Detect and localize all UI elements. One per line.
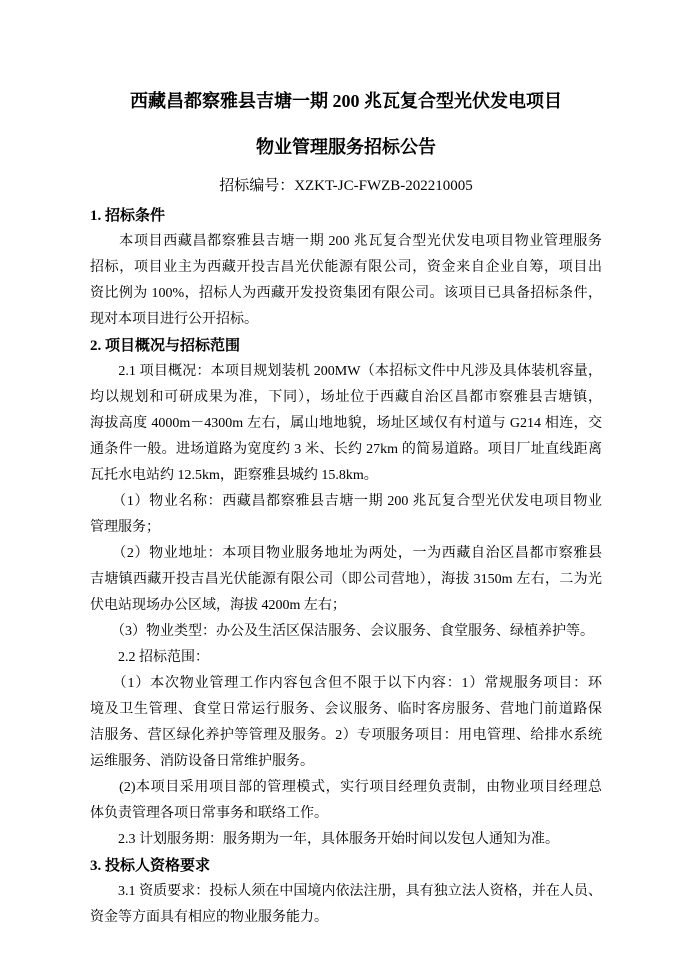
paragraph-line: 均以规划和可研成果为准，下同），场址位于西藏自治区昌都市察雅县吉塘镇， xyxy=(90,390,602,405)
paragraph-line: 2.3 计划服务期：服务期为一年，具体服务开始时间以发包人通知为准。 xyxy=(90,832,559,847)
paragraph xyxy=(90,645,602,671)
paragraph-line: 资金等方面具有相应的物业服务能力。 xyxy=(90,910,328,925)
paragraph-line: （3）物业类型：办公及生活区保洁服务、会议服务、食堂服务、绿植养护等。 xyxy=(90,624,594,639)
document-title-line-2: 物业管理服务招标公告 xyxy=(256,137,436,157)
paragraph-line: 洁服务、营区绿化养护等管理及服务。2）专项服务项目：用电管理、给排水系统 xyxy=(90,728,602,743)
paragraph-line: 体负责管理各项日常事务和联络工作。 xyxy=(90,806,328,821)
paragraph-line: 资比例为 100%，招标人为西藏开发投资集团有限公司。该项目已具备招标条件， xyxy=(90,286,602,301)
paragraph xyxy=(90,489,602,541)
paragraph-line: 本项目西藏昌都察雅县吉塘一期 200 兆瓦复合型光伏发电项目物业管理服务 xyxy=(90,234,602,249)
section-heading: 2. 项目概况与招标范围 xyxy=(90,338,241,354)
paragraph xyxy=(90,671,602,775)
bid-number: 招标编号：XZKT-JC-FWZB-202210005 xyxy=(219,178,473,194)
document-title-line-1: 西藏昌都察雅县吉塘一期 200 兆瓦复合型光伏发电项目 xyxy=(130,91,562,111)
paragraph-line: 现对本项目进行公开招标。 xyxy=(90,312,258,327)
paragraph xyxy=(90,827,602,853)
paragraph xyxy=(90,359,602,489)
paragraph-line: （2）物业地址：本项目物业服务地址为两处，一为西藏自治区昌都市察雅县 xyxy=(90,546,602,561)
paragraph-line: 吉塘镇西藏开投吉昌光伏能源有限公司（即公司营地），海拔 3150m 左右，二为光 xyxy=(90,572,602,587)
section-heading: 3. 投标人资格要求 xyxy=(90,858,211,874)
paragraph xyxy=(90,229,602,333)
paragraph-line: 伏电站现场办公区域，海拔 4200m 左右； xyxy=(90,598,346,613)
paragraph-line: 通条件一般。进场道路为宽度约 3 米、长约 27km 的简易道路。项目厂址直线距离 xyxy=(90,442,602,457)
paragraph xyxy=(90,619,602,645)
paragraph-line: 2.2 招标范围： xyxy=(90,650,209,665)
paragraph-line: 运维服务、消防设备日常维护服务。 xyxy=(90,754,314,769)
paragraph-line: 海拔高度 4000m－4300m 左右，属山地地貌，场址区域仅有村道与 G214 相连，交 xyxy=(90,416,602,431)
paragraph-line: (2)本项目采用项目部的管理模式，实行项目经理负责制，由物业项目经理总 xyxy=(90,780,602,795)
section-heading: 1. 招标条件 xyxy=(90,208,166,224)
paragraph-line: 瓦托水电站约 12.5km，距察雅县城约 15.8km。 xyxy=(90,468,378,483)
paragraph xyxy=(90,775,602,827)
paragraph-line: 招标，项目业主为西藏开投吉昌光伏能源有限公司，资金来自企业自筹，项目出 xyxy=(90,260,602,275)
paragraph-line: 管理服务； xyxy=(90,520,160,535)
paragraph-line: （1）本次物业管理工作内容包含但不限于以下内容：1）常规服务项目：环 xyxy=(90,676,602,691)
paragraph-line: （1）物业名称：西藏昌都察雅县吉塘一期 200 兆瓦复合型光伏发电项目物业 xyxy=(90,494,602,509)
paragraph xyxy=(90,541,602,619)
paragraph-line: 3.1 资质要求：投标人须在中国境内依法注册，具有独立法人资格，并在人员、 xyxy=(90,884,602,899)
document-body xyxy=(90,203,602,931)
paragraph xyxy=(90,879,602,931)
paragraph-line: 境及卫生管理、食堂日常运行服务、会议服务、临时客房服务、营地门前道路保 xyxy=(90,702,602,717)
paragraph-line: 2.1 项目概况：本项目规划装机 200MW（本招标文件中凡涉及具体装机容量， xyxy=(90,364,602,379)
